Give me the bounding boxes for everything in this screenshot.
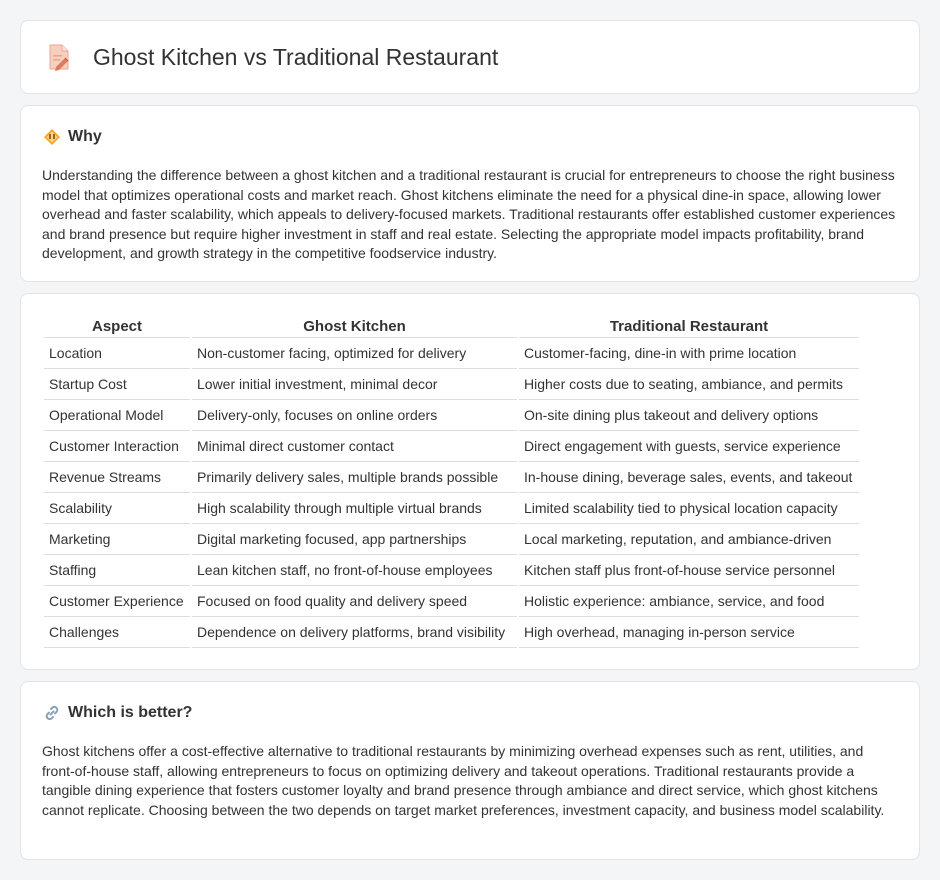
table-row <box>44 369 859 400</box>
table-cell-traditional: High overhead, managing in-person service <box>519 617 859 648</box>
table-cell-ghost-kitchen: Lean kitchen staff, no front-of-house employees <box>192 555 517 586</box>
table-cell-traditional: Local marketing, reputation, and ambiance-driven <box>519 524 859 555</box>
why-section <box>20 105 920 282</box>
table-cell-traditional: Limited scalability tied to physical location capacity <box>519 493 859 524</box>
table-row <box>44 617 859 648</box>
table-cell-traditional: Higher costs due to seating, ambiance, and permits <box>519 369 859 400</box>
table-cell-aspect: Customer Experience <box>44 586 190 617</box>
table-row <box>44 400 859 431</box>
comparison-section <box>20 293 920 670</box>
table-header-row <box>44 316 859 338</box>
why-body: Understanding the difference between a ghost kitchen and a traditional restaurant is crucial for entrepreneurs to choose the right business model that optimizes operational costs and market reach. Ghost kitchens eliminate the need for a physical dine-in space, allowing lower overhead and faster scalability, which appeals to delivery-focused markets. Traditional restaurants offer established customer experiences and brand presence but require higher investment in staff and real estate. Selecting the appropriate model impacts profitability, brand development, and growth strategy in the competitive foodservice industry. <box>42 167 896 262</box>
table-row <box>44 555 859 586</box>
table-row <box>44 462 859 493</box>
table-row <box>44 431 859 462</box>
table-row <box>44 524 859 555</box>
table-cell-aspect: Operational Model <box>44 400 190 431</box>
table-cell-aspect: Staffing <box>44 555 190 586</box>
table-cell-ghost-kitchen: Digital marketing focused, app partnerships <box>192 524 517 555</box>
document-edit-icon <box>47 43 71 71</box>
column-header: Aspect <box>44 316 190 338</box>
table-cell-ghost-kitchen: Focused on food quality and delivery speed <box>192 586 517 617</box>
table-row <box>44 493 859 524</box>
table-cell-ghost-kitchen: Delivery-only, focuses on online orders <box>192 400 517 431</box>
table-row <box>44 586 859 617</box>
table-cell-traditional: Customer-facing, dine-in with prime location <box>519 338 859 369</box>
better-body: Ghost kitchens offer a cost-effective alternative to traditional restaurants by minimizing overhead expenses such as rent, utilities, and front-of-house staff, allowing entrepreneurs to focus on optimizing delivery and takeout operations. Traditional restaurants provide a tangible dining experience that fosters customer loyalty and brand presence through ambiance and direct service, which ghost kitchens cannot replicate. Choosing between the two depends on target market preferences, investment capacity, and business model scalability. <box>42 743 885 818</box>
table-cell-ghost-kitchen: Lower initial investment, minimal decor <box>192 369 517 400</box>
table-cell-ghost-kitchen: Non-customer facing, optimized for delivery <box>192 338 517 369</box>
table-cell-aspect: Marketing <box>44 524 190 555</box>
table-cell-aspect: Scalability <box>44 493 190 524</box>
table-cell-traditional: In-house dining, beverage sales, events, and takeout <box>519 462 859 493</box>
table-cell-aspect: Challenges <box>44 617 190 648</box>
header-card <box>20 20 920 94</box>
table-cell-ghost-kitchen: Primarily delivery sales, multiple brands possible <box>192 462 517 493</box>
table-cell-ghost-kitchen: Minimal direct customer contact <box>192 431 517 462</box>
better-header <box>43 704 192 722</box>
why-title: Why <box>68 128 102 145</box>
table-cell-aspect: Startup Cost <box>44 369 190 400</box>
page-title: Ghost Kitchen vs Traditional Restaurant <box>93 43 499 70</box>
table-cell-traditional: Holistic experience: ambiance, service, and food <box>519 586 859 617</box>
why-header <box>43 128 102 146</box>
diamond-warning-icon <box>43 128 61 146</box>
table-cell-aspect: Revenue Streams <box>44 462 190 493</box>
comparison-table <box>42 316 861 648</box>
table-row <box>44 338 859 369</box>
table-cell-ghost-kitchen: Dependence on delivery platforms, brand visibility <box>192 617 517 648</box>
table-cell-aspect: Customer Interaction <box>44 431 190 462</box>
title-row <box>47 43 498 71</box>
link-icon <box>43 704 61 722</box>
column-header: Traditional Restaurant <box>519 316 859 338</box>
better-title: Which is better? <box>68 704 193 721</box>
table-cell-aspect: Location <box>44 338 190 369</box>
column-header: Ghost Kitchen <box>192 316 517 338</box>
table-cell-traditional: On-site dining plus takeout and delivery options <box>519 400 859 431</box>
which-is-better-section <box>20 681 920 860</box>
table-cell-traditional: Direct engagement with guests, service experience <box>519 431 859 462</box>
table-cell-ghost-kitchen: High scalability through multiple virtual brands <box>192 493 517 524</box>
table-cell-traditional: Kitchen staff plus front-of-house service personnel <box>519 555 859 586</box>
